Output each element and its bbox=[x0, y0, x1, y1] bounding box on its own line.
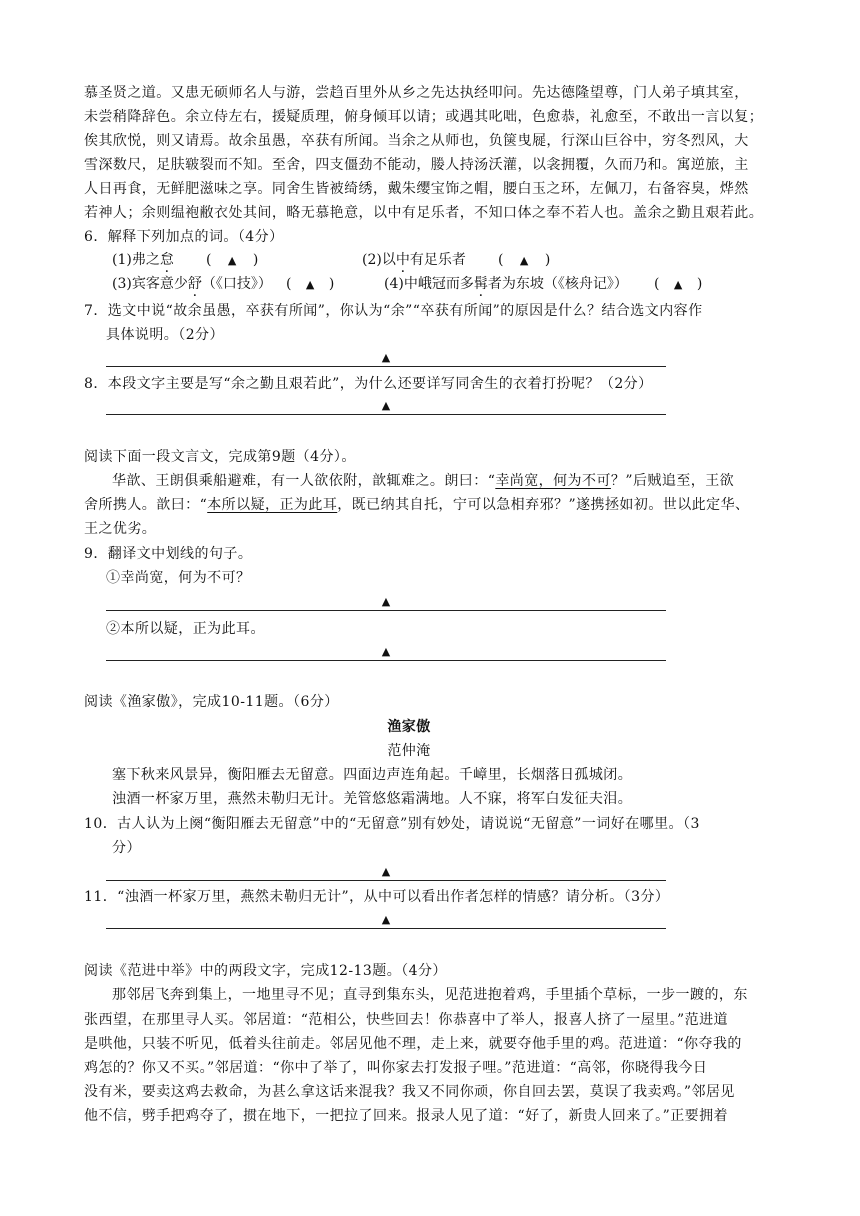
question-11-stem: 11．“浊酒一杯家万里，燕然未勒归无计”，从中可以看出作者怎样的情感？请分析。（3分） bbox=[84, 889, 670, 905]
question-6-stem: 6．解释下列加点的词。（4分） bbox=[84, 229, 284, 245]
poem-intro: 阅读《渔家傲》，完成10-11题。（6分） bbox=[84, 694, 339, 710]
q9-sentence-2: ②本所以疑，正为此耳。 bbox=[106, 621, 265, 637]
answer-marker-icon: ▲ bbox=[519, 254, 529, 267]
underlined-sentence: 本所以疑，正为此耳 bbox=[207, 497, 338, 513]
answer-marker-icon: ▲ bbox=[381, 351, 391, 364]
answer-marker-icon: ▲ bbox=[673, 278, 683, 291]
passage2-line: 舍所携人。歆曰：“本所以疑，正为此耳，既已纳其自托，宁可以急相弃邪？”遂携拯如初。世以此定华、 bbox=[84, 497, 750, 513]
poem-author: 范仲淹 bbox=[387, 743, 431, 759]
q6-item-2: (2)以中有足乐者 bbox=[362, 252, 466, 268]
q6-item-4: (4)中峨冠而多髯者为东坡（《核舟记》） bbox=[384, 276, 628, 292]
passage1-line: 俟其欣悦，则又请焉。故余虽愚，卒获有所闻。当余之从师也，负箧曳屣，行深山巨谷中，穷冬烈风，大 bbox=[84, 133, 749, 149]
answer-marker-icon: ▲ bbox=[381, 399, 391, 412]
question-7-stem-cont: 具体说明。（2分） bbox=[106, 327, 224, 343]
answer-marker-icon: ▲ bbox=[381, 865, 391, 878]
q8-answer-line[interactable] bbox=[106, 394, 666, 415]
passage1-line: 未尝稍降辞色。余立侍左右，援疑质理，俯身倾耳以请；或遇其叱咄，色愈恭，礼愈至，不敢出一言以复； bbox=[84, 109, 764, 125]
q9-answer-line-1[interactable] bbox=[106, 590, 666, 611]
passage1-line: 人日再食，无鲜肥滋味之享。同舍生皆被绮绣，戴朱缨宝饰之帽，腰白玉之环，左佩刀，右备容臭，烨然 bbox=[84, 181, 749, 197]
poem-line: 塞下秋来风景异，衡阳雁去无留意。四面边声连角起。千嶂里，长烟落日孤城闭。 bbox=[112, 767, 633, 783]
emphasis-dot-char: 中 bbox=[395, 252, 410, 268]
poem-title: 渔家傲 bbox=[387, 719, 431, 735]
emphasis-dot-char: 髯 bbox=[473, 276, 488, 292]
question-10-stem-cont: 分） bbox=[112, 840, 141, 856]
passage2-intro: 阅读下面一段文言文，完成第9题（4分）。 bbox=[84, 449, 356, 465]
passage1-line: 慕圣贤之道。又患无硕师名人与游，尝趋百里外从乡之先达执经叩问。先达德隆望尊，门人弟子填其室， bbox=[84, 85, 749, 101]
passage3-line: 他不信，劈手把鸡夺了，掼在地下，一把拉了回来。报录人见了道：“好了，新贵人回来了。”正要拥着 bbox=[84, 1108, 729, 1124]
q6-item-3: (3)宾客意少舒（《口技》） bbox=[112, 276, 272, 292]
passage1-line: 雪深数尺，足肤皲裂而不知。至舍，四支僵劲不能动，媵人持汤沃灌，以衾拥覆，久而乃和。寓逆旅，主 bbox=[84, 157, 749, 173]
q7-answer-line[interactable] bbox=[106, 346, 666, 367]
passage3-line: 没有米，要卖这鸡去救命，为甚么拿这话来混我？我又不同你顽，你自回去罢，莫误了我卖鸡。”邻居见 bbox=[84, 1084, 735, 1100]
passage3-line: 鸡怎的？你又不买。”邻居道：“你中了举了，叫你家去打发报子哩。”范进道：“高邻，你晓得我今日 bbox=[84, 1060, 708, 1076]
poem-line: 浊酒一杯家万里，燕然未勒归无计。羌管悠悠霜满地。人不寐，将军白发征夫泪。 bbox=[112, 791, 633, 807]
q6-answer-blank-3[interactable]: ( ▲ ) bbox=[286, 276, 335, 292]
question-8-stem: 8．本段文字主要是写“余之勤且艰若此”，为什么还要详写同舍生的衣着打扮呢？（2分） bbox=[84, 376, 653, 392]
passage2-line: 华歆、王朗俱乘船避难，有一人欲依附，歆辄难之。朗曰：“幸尚宽，何为不可？”后贼追至，王欲 bbox=[112, 473, 735, 489]
q9-sentence-1: ①幸尚宽，何为不可？ bbox=[106, 570, 251, 586]
passage3-line: 张西望，在那里寻人买。邻居道：“范相公，快些回去！你恭喜中了举人，报喜人挤了一屋里。”范进道 bbox=[84, 1012, 729, 1028]
answer-marker-icon: ▲ bbox=[227, 254, 237, 267]
question-9-stem: 9．翻译文中划线的句子。 bbox=[84, 546, 253, 562]
q6-answer-blank-1[interactable]: ( ▲ ) bbox=[206, 252, 259, 268]
underlined-sentence: 幸尚宽，何为不可 bbox=[495, 473, 611, 489]
passage1-line: 若神人；余则缊袍敝衣处其间，略无慕艳意，以中有足乐者，不知口体之奉不若人也。盖余之勤且艰若此。 bbox=[84, 205, 764, 221]
q10-answer-line[interactable] bbox=[106, 860, 666, 881]
passage3-line: 那邻居飞奔到集上，一地里寻不见；直寻到集东头，见范进抱着鸡，手里插个草标，一步一踱的，东 bbox=[112, 987, 748, 1003]
passage3-line: 是哄他，只装不听见，低着头往前走。邻居见他不理，走上来，就要夺他手里的鸡。范进道：“你夺我的 bbox=[84, 1036, 742, 1052]
answer-marker-icon: ▲ bbox=[381, 645, 391, 658]
q9-answer-line-2[interactable] bbox=[106, 640, 666, 661]
passage2-line: 王之优劣。 bbox=[84, 521, 157, 537]
question-10-stem: 10．古人认为上阕“衡阳雁去无留意”中的“无留意”别有妙处，请说说“无留意”一词好在哪里。（3 bbox=[84, 816, 700, 832]
answer-marker-icon: ▲ bbox=[305, 278, 315, 291]
answer-marker-icon: ▲ bbox=[381, 595, 391, 608]
q6-item-1: (1)弗之怠 bbox=[112, 252, 174, 268]
answer-marker-icon: ▲ bbox=[381, 913, 391, 926]
q6-answer-blank-4[interactable]: ( ▲ ) bbox=[654, 276, 703, 292]
emphasis-dot-char: 怠 bbox=[159, 252, 174, 268]
emphasis-dot-char: 舒 bbox=[187, 276, 202, 292]
q11-answer-line[interactable] bbox=[106, 908, 666, 929]
passage3-intro: 阅读《范进中举》中的两段文字，完成12-13题。（4分） bbox=[84, 963, 447, 979]
question-7-stem: 7．选文中说“故余虽愚，卒获有所闻”，你认为“余”“卒获有所闻”的原因是什么？结合选文内容作 bbox=[84, 303, 703, 319]
q6-answer-blank-2[interactable]: ( ▲ ) bbox=[498, 252, 551, 268]
